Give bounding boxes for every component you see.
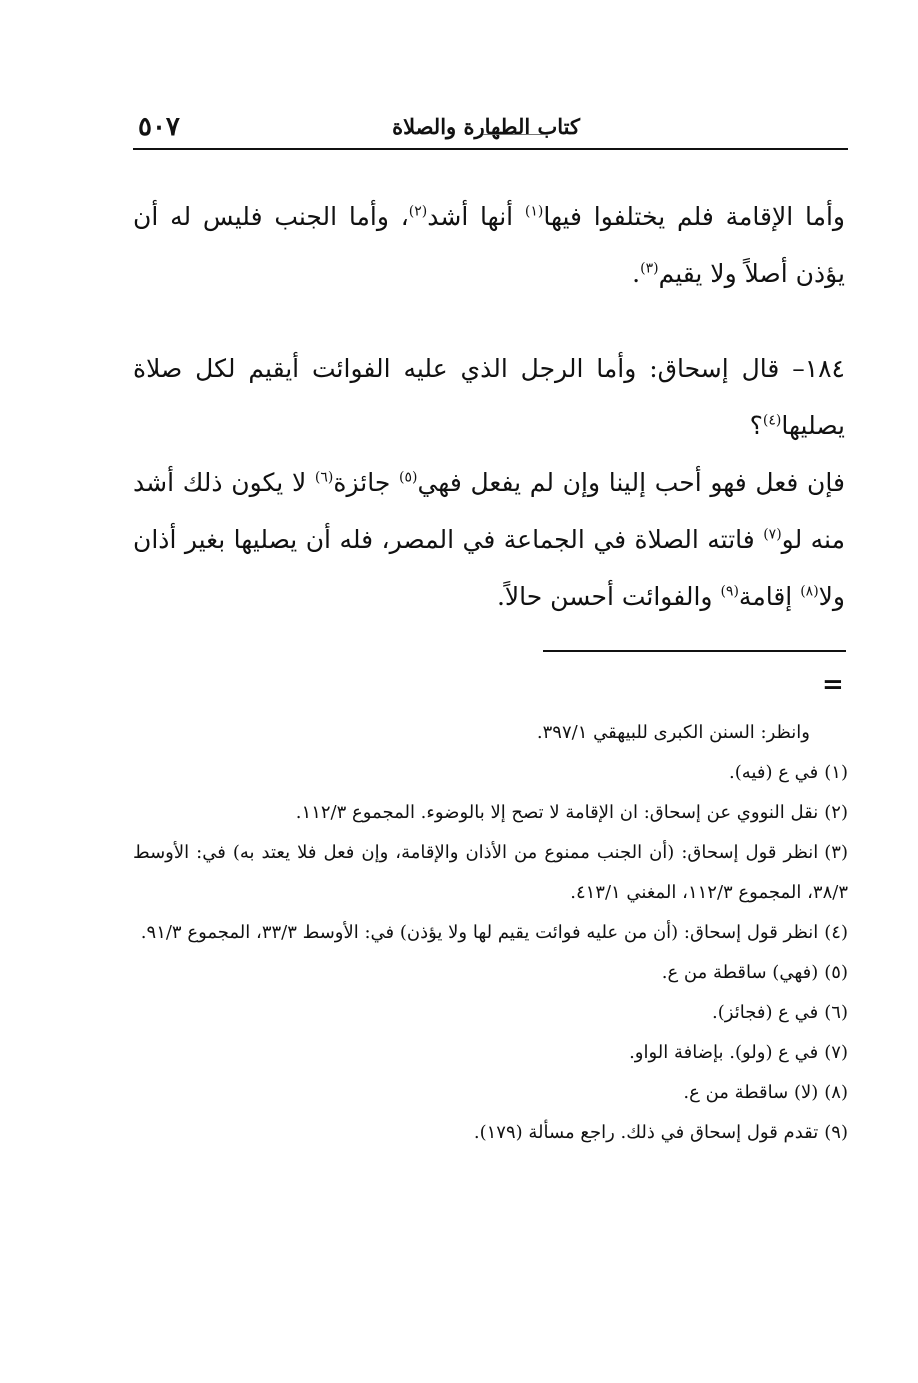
page-number: ٥٠٧	[138, 112, 180, 142]
footnote-ref[interactable]: (٣)	[640, 260, 659, 277]
footnote-label: (٩)	[824, 1122, 848, 1143]
footnote-item	[133, 993, 848, 1033]
footnote-ref[interactable]: (٢)	[408, 203, 428, 220]
footnote-ref[interactable]: (٤)	[762, 412, 782, 429]
footnote-ref[interactable]: (٥)	[398, 469, 418, 486]
footnote-item	[133, 913, 848, 953]
footnote-label: (٧)	[824, 1042, 848, 1063]
issue-number: ١٨٤–	[792, 354, 845, 383]
text-segment: فإن فعل فهو أحب إلينا وإن لم يفعل فهي	[417, 468, 845, 497]
footnote-label: (٦)	[824, 1002, 848, 1023]
issue-answer	[133, 454, 845, 625]
footnote-text: انظر قول إسحاق: (أن الجنب ممنوع من الأذان والإقامة، وإن فعل فلا يعتد به) في: الأوسط ٣٨/٣، المجموع ١١٢/٣، المغني ٤١٣/١.	[133, 842, 848, 903]
footnotes	[133, 713, 848, 1153]
footnote-text: نقل النووي عن إسحاق: ان الإقامة لا تصح إلا بالوضوء. المجموع ١١٢/٣.	[295, 802, 819, 823]
text-segment: وأما الإقامة فلم يختلفوا فيها	[543, 202, 845, 231]
paragraph-adhan-iqama	[133, 188, 845, 302]
text-segment: ، وأما الجنب فليس له أن يؤذن أصلاً ولا يقيم	[133, 202, 845, 288]
footnote-item	[133, 753, 848, 793]
footnote-separator	[543, 650, 846, 652]
footnote-text: في ع (ولو). بإضافة الواو.	[629, 1042, 819, 1063]
header-rule	[133, 148, 848, 150]
page-header	[133, 108, 848, 152]
footnote-item	[133, 1073, 848, 1113]
text-segment: لا يكون ذلك أشد منه لو	[133, 468, 845, 554]
footnote-text: في ع (فجائز).	[712, 1002, 819, 1023]
main-text	[133, 188, 845, 625]
footnote-ref[interactable]: (٨)	[800, 583, 819, 600]
text-segment: أنها أشد	[427, 202, 525, 231]
text-segment: والفوائت أحسن حالاً.	[496, 582, 721, 611]
footnote-text: في ع (فيه).	[729, 762, 819, 783]
text-segment: فاتته الصلاة في الجماعة في المصر، فله أن يصليها بغير أذان ولا	[133, 525, 845, 611]
footnote-item	[133, 953, 848, 993]
footnote-text: (لا) ساقطة من ع.	[683, 1082, 819, 1103]
footnote-item	[133, 1033, 848, 1073]
footnote-item	[133, 793, 848, 833]
footnote-text: انظر قول إسحاق: (أن من عليه فوائت يقيم لها ولا يؤذن) في: الأوسط ٣٣/٣، المجموع ٩١/٣.	[140, 922, 819, 943]
footnote-label: (٢)	[824, 802, 848, 823]
text-segment: جائزة	[333, 468, 399, 497]
footnote-ref[interactable]: (٦)	[314, 469, 334, 486]
footnote-item	[133, 833, 848, 913]
footnote-continued: وانظر: السنن الكبرى للبيهقي ٣٩٧/١.	[536, 722, 810, 743]
footnote-text: تقدم قول إسحاق في ذلك. راجع مسألة (١٧٩).	[473, 1122, 819, 1143]
footnote-ref[interactable]: (١)	[524, 203, 544, 220]
running-title: كتاب الطهارة والصلاة	[392, 114, 580, 139]
continuation-mark: =	[822, 670, 844, 700]
issue-question	[133, 340, 845, 454]
footnote-text: (فهي) ساقطة من ع.	[661, 962, 819, 983]
text-segment: قال إسحاق: وأما الرجل الذي عليه الفوائت أيقيم لكل صلاة يصليها	[133, 354, 845, 440]
text-segment: .	[632, 259, 641, 288]
footnote-item	[133, 1113, 848, 1153]
footnote-ref[interactable]: (٧)	[763, 526, 782, 543]
footnote-label: (٨)	[824, 1082, 848, 1103]
footnote-label: (٥)	[824, 962, 848, 983]
footnote-label: (٤)	[824, 922, 848, 943]
text-segment: إقامة	[738, 582, 801, 611]
title-underline	[483, 134, 546, 135]
footnote-label: (٣)	[824, 842, 848, 863]
footnote-label: (١)	[824, 762, 848, 783]
text-segment: ؟	[749, 411, 763, 440]
footnote-ref[interactable]: (٩)	[720, 583, 739, 600]
